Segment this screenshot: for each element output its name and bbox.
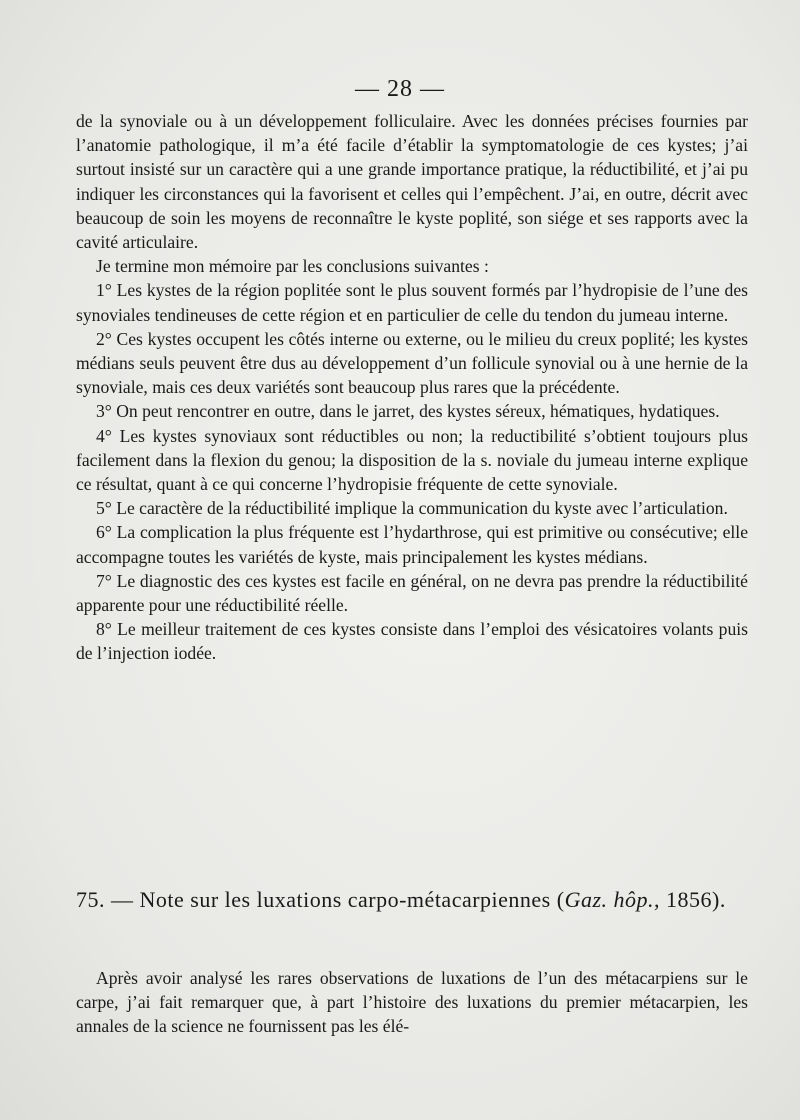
- section-heading: 75. — Note sur les luxations carpo-métacarpiennes (Gaz. hôp., 1856).: [76, 887, 726, 912]
- section-title: Note sur les luxations carpo-métacarpiennes: [139, 887, 551, 912]
- conclusion-8: 8° Le meilleur traitement de ces kystes consiste dans l’emploi des vésicatoires volants puis de l’injection iodée.: [76, 619, 748, 664]
- section-abstract: [76, 966, 748, 1038]
- abstract-paragraph: Après avoir analysé les rares observations de luxations de l’un des métacarpiens sur le carpe, j’ai fait remarquer que, à part l’histoire des luxations du premier métacarpien, les annales de la science ne fournissent pas les élé-: [76, 968, 748, 1036]
- paragraph-intro: de la synoviale ou à un développement folliculaire. Avec les données précises fournies par l’anatomie pathologique, il m’a été facile d’établir la symptomatologie de ces kystes; j’ai surtout insisté sur un caractère qui a une grande importance pratique, la réductibilité, et j’ai pu indiquer les circonstances qui la favorisent et celles qui l’empêchent. J’ai, en outre, décrit avec beaucoup de soin les moyens de reconnaître le kyste poplité, son siége et ses rapports avec la cavité articulaire.: [76, 111, 748, 253]
- conclusion-3: 3° On peut rencontrer en outre, dans le jarret, des kystes séreux, hématiques, hydatiques.: [96, 401, 720, 422]
- conclusion-1: 1° Les kystes de la région poplitée sont le plus souvent formés par l’hydropisie de l’une des synoviales tendineuses de cette région et en particulier de celle du tendon du jumeau interne.: [76, 280, 748, 325]
- conclusion-4: 4° Les kystes synoviaux sont réductibles ou non; la reductibilité s’obtient toujours plus facilement dans la flexion du genou; la disposition de la s. noviale du jumeau interne explique ce résultat, quant à ce qui concerne l’hydropisie fréquente de cette synoviale.: [76, 425, 748, 495]
- page-number: — 28 —: [355, 76, 445, 102]
- section-year: , 1856).: [654, 887, 726, 912]
- section-journal: Gaz. hôp.: [564, 887, 655, 912]
- conclusion-5: 5° Le caractère de la réductibilité implique la communication du kyste avec l’articulation.: [96, 498, 728, 519]
- section-number: 75.: [76, 887, 105, 912]
- body-text: [76, 109, 748, 666]
- paragraph-conclusions-lead: Je termine mon mémoire par les conclusions suivantes :: [96, 256, 489, 277]
- conclusion-7: 7° Le diagnostic des ces kystes est facile en général, on ne devra pas prendre la réductibilité apparente pour une réductibilité réelle.: [76, 570, 748, 616]
- section-dash: —: [111, 887, 134, 912]
- conclusion-2: 2° Ces kystes occupent les côtés interne ou externe, ou le milieu du creux poplité; les kystes médians seuls peuvent être dus au développement d’un follicule synovial ou à une hernie de la synoviale, mais ces deux variétés sont beaucoup plus rares que la précédente.: [76, 328, 748, 398]
- conclusion-6: 6° La complication la plus fréquente est l’hydarthrose, qui est primitive ou consécutive; elle accompagne toutes les variétés de kyste, mais principalement les kystes médians.: [76, 522, 748, 567]
